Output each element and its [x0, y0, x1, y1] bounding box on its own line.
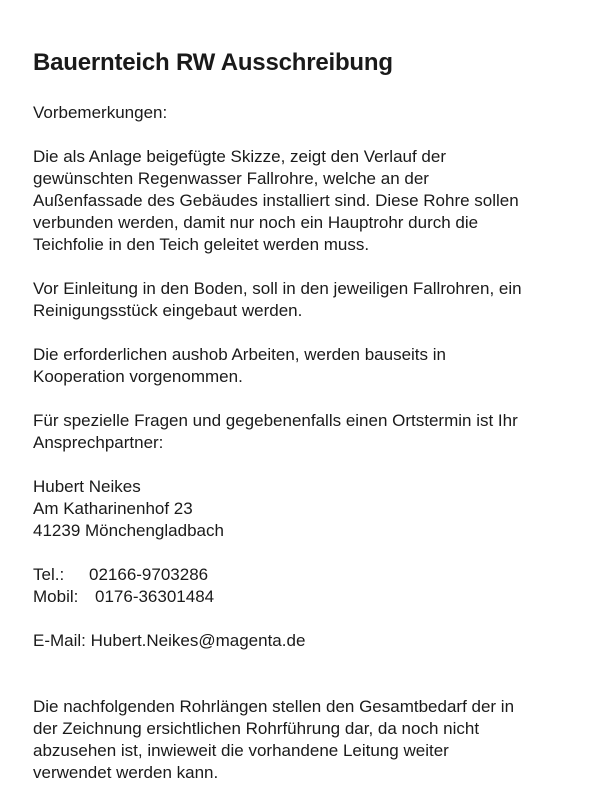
- paragraph3-line-1: Die erforderlichen aushob Arbeiten, werden bauseits in: [33, 345, 446, 364]
- paragraph5-line-4: verwendet werden kann.: [33, 763, 219, 782]
- paragraph4-line-1: Für spezielle Fragen und gegebenenfalls einen Ortstermin ist Ihr: [33, 411, 518, 430]
- email-label: E-Mail:: [33, 631, 86, 650]
- contact-mobile-row: [33, 586, 214, 608]
- phone-label: Tel.:: [33, 565, 65, 584]
- mobile-label: Mobil:: [33, 587, 79, 606]
- email-value[interactable]: Hubert.Neikes@magenta.de: [90, 631, 306, 650]
- document-title: Bauernteich RW Ausschreibung: [33, 49, 393, 76]
- paragraph5-line-2: der Zeichnung ersichtlichen Rohrführung dar, da noch nicht: [33, 719, 480, 738]
- contact-email-row: [33, 630, 305, 652]
- paragraph1-line-5: Teichfolie in den Teich geleitet werden muss.: [33, 235, 370, 254]
- paragraph5-line-3: abzusehen ist, inwieweit die vorhandene Leitung weiter: [33, 741, 449, 760]
- contact-name: Hubert Neikes: [33, 477, 141, 496]
- contact-phone-row: [33, 564, 208, 586]
- paragraph1-line-3: Außenfassade des Gebäudes installiert sind. Diese Rohre sollen: [33, 191, 519, 210]
- paragraph2-line-2: Reinigungsstück eingebaut werden.: [33, 301, 303, 320]
- paragraph1-line-1: Die als Anlage beigefügte Skizze, zeigt den Verlauf der: [33, 147, 446, 166]
- paragraph1-line-2: gewünschten Regenwasser Fallrohre, welche an der: [33, 169, 429, 188]
- paragraph4-line-2: Ansprechpartner:: [33, 433, 164, 452]
- contact-city: 41239 Mönchengladbach: [33, 521, 224, 540]
- paragraph5-line-1: Die nachfolgenden Rohrlängen stellen den Gesamtbedarf der in: [33, 697, 515, 716]
- paragraph1-line-4: verbunden werden, damit nur noch ein Hauptrohr durch die: [33, 213, 479, 232]
- intro-heading: Vorbemerkungen:: [33, 103, 168, 122]
- phone-value: 02166-9703286: [89, 565, 209, 584]
- mobile-value: 0176-36301484: [95, 587, 215, 606]
- paragraph2-line-1: Vor Einleitung in den Boden, soll in den jeweiligen Fallrohren, ein: [33, 279, 522, 298]
- paragraph3-line-2: Kooperation vorgenommen.: [33, 367, 243, 386]
- contact-street: Am Katharinenhof 23: [33, 499, 193, 518]
